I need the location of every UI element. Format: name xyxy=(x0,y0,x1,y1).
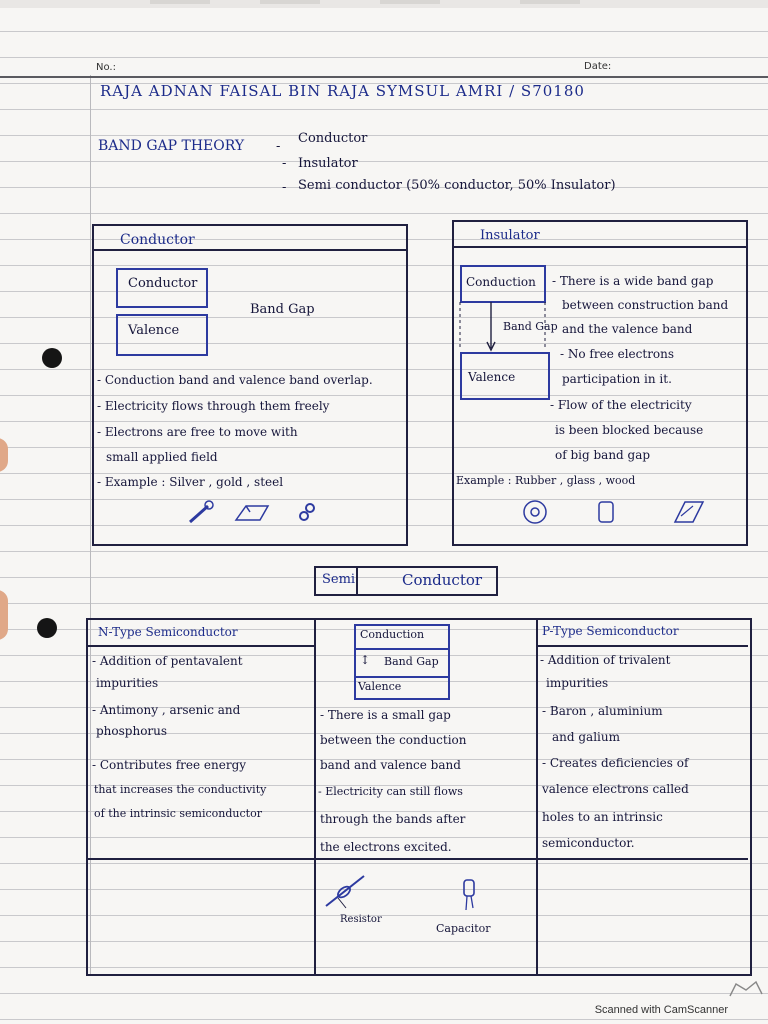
conductor-title: Conductor xyxy=(120,232,195,248)
no-label: No.: xyxy=(96,62,116,73)
insulator-note: of big band gap xyxy=(555,448,651,462)
insulator-note: is been blocked because xyxy=(555,423,704,437)
finger-edge xyxy=(0,590,8,640)
bullet-icon: - xyxy=(276,139,281,154)
semi-note: band and valence band xyxy=(320,758,461,772)
ptype-note: holes to an intrinsic xyxy=(542,810,663,824)
insulator-example: Example : Rubber , glass , wood xyxy=(456,474,636,487)
title-divider xyxy=(356,568,358,594)
type-insulator: Insulator xyxy=(298,156,358,171)
conduction-band-label: Conduction xyxy=(360,628,425,641)
date-label: Date: xyxy=(584,61,612,72)
conductor-note: - Electrons are free to move with xyxy=(97,425,298,439)
ntype-title: N-Type Semiconductor xyxy=(98,625,238,639)
valence-band-label: Valence xyxy=(358,680,402,693)
capacitor-label: Capacitor xyxy=(436,922,491,935)
semi-note: through the bands after xyxy=(320,812,466,826)
conductor-note: small applied field xyxy=(106,450,218,464)
semi-note: the electrons excited. xyxy=(320,840,452,854)
semi-title-left: Semi xyxy=(322,572,356,587)
band-gap-label: Band Gap xyxy=(384,655,439,668)
ptype-note: impurities xyxy=(546,676,609,690)
band-divider xyxy=(356,648,448,650)
ptype-note: semiconductor. xyxy=(542,836,635,850)
updown-arrow-icon: ↕ xyxy=(360,653,371,667)
type-semiconductor: Semi conductor (50% conductor, 50% Insulator) xyxy=(298,178,616,193)
panel-divider xyxy=(454,246,746,248)
insulator-note: - No free electrons xyxy=(560,347,675,361)
insulator-title: Insulator xyxy=(480,228,540,243)
scanner-watermark: Scanned with CamScanner xyxy=(594,1004,728,1016)
binder-hole xyxy=(42,348,62,368)
table-header-rule xyxy=(88,645,314,647)
camscanner-logo-icon xyxy=(726,978,766,1002)
ntype-note: phosphorus xyxy=(96,724,168,738)
finger-edge xyxy=(0,438,8,472)
resistor-icon xyxy=(324,872,374,912)
valence-band-label: Valence xyxy=(468,370,516,384)
insulator-example-icons xyxy=(515,498,715,528)
ptype-note: and galium xyxy=(552,730,620,744)
insulator-note: and the valence band xyxy=(562,322,693,336)
table-header-rule xyxy=(538,645,748,647)
ptype-note: - Creates deficiencies of xyxy=(542,756,689,770)
insulator-note: - Flow of the electricity xyxy=(550,398,692,412)
page-title: BAND GAP THEORY xyxy=(98,138,245,154)
ptype-note: valence electrons called xyxy=(542,782,689,796)
semi-note: - Electricity can still flows xyxy=(318,785,463,798)
student-name: RAJA ADNAN FAISAL BIN RAJA SYMSUL AMRI / S70180 xyxy=(100,82,585,100)
valence-band-label: Valence xyxy=(128,323,180,338)
conductor-note: - Example : Silver , gold , steel xyxy=(97,475,284,489)
conductor-note: - Electricity flows through them freely xyxy=(97,399,330,413)
semi-note: - There is a small gap xyxy=(320,708,451,722)
conduction-band-label: Conduction xyxy=(466,275,536,289)
insulator-note: participation in it. xyxy=(562,372,672,386)
insulator-note: - There is a wide band gap xyxy=(552,274,714,288)
binder-hole xyxy=(37,618,57,638)
page-top-edge xyxy=(0,0,768,8)
semi-title-right: Conductor xyxy=(402,571,483,589)
bullet-icon: - xyxy=(282,180,287,195)
band-divider xyxy=(356,676,448,678)
conductor-example-icons xyxy=(180,498,320,528)
band-gap-label: Band Gap xyxy=(250,302,315,317)
ntype-note: impurities xyxy=(96,676,159,690)
type-conductor: Conductor xyxy=(298,131,368,146)
table-row-rule xyxy=(88,858,748,860)
ntype-note: - Antimony , arsenic and xyxy=(92,703,241,717)
conductor-note: - Conduction band and valence band overlap. xyxy=(97,373,373,387)
semi-note: between the conduction xyxy=(320,733,467,747)
ptype-note: - Addition of trivalent xyxy=(540,653,671,667)
table-column-divider xyxy=(536,618,538,974)
ntype-note: - Addition of pentavalent xyxy=(92,654,243,668)
ntype-note: of the intrinsic semiconductor xyxy=(94,807,262,820)
panel-divider xyxy=(94,249,406,251)
insulator-note: between construction band xyxy=(562,298,729,312)
conduction-band-label: Conductor xyxy=(128,276,198,291)
band-gap-label: Band Gap xyxy=(503,320,558,333)
ntype-note: that increases the conductivity xyxy=(94,783,267,796)
header-rule xyxy=(0,76,768,78)
table-column-divider xyxy=(314,618,316,974)
ptype-title: P-Type Semiconductor xyxy=(542,624,679,638)
capacitor-icon xyxy=(456,878,486,918)
ptype-note: - Baron , aluminium xyxy=(542,704,663,718)
bullet-icon: - xyxy=(282,156,287,171)
ntype-note: - Contributes free energy xyxy=(92,758,247,772)
resistor-label: Resistor xyxy=(340,914,382,925)
